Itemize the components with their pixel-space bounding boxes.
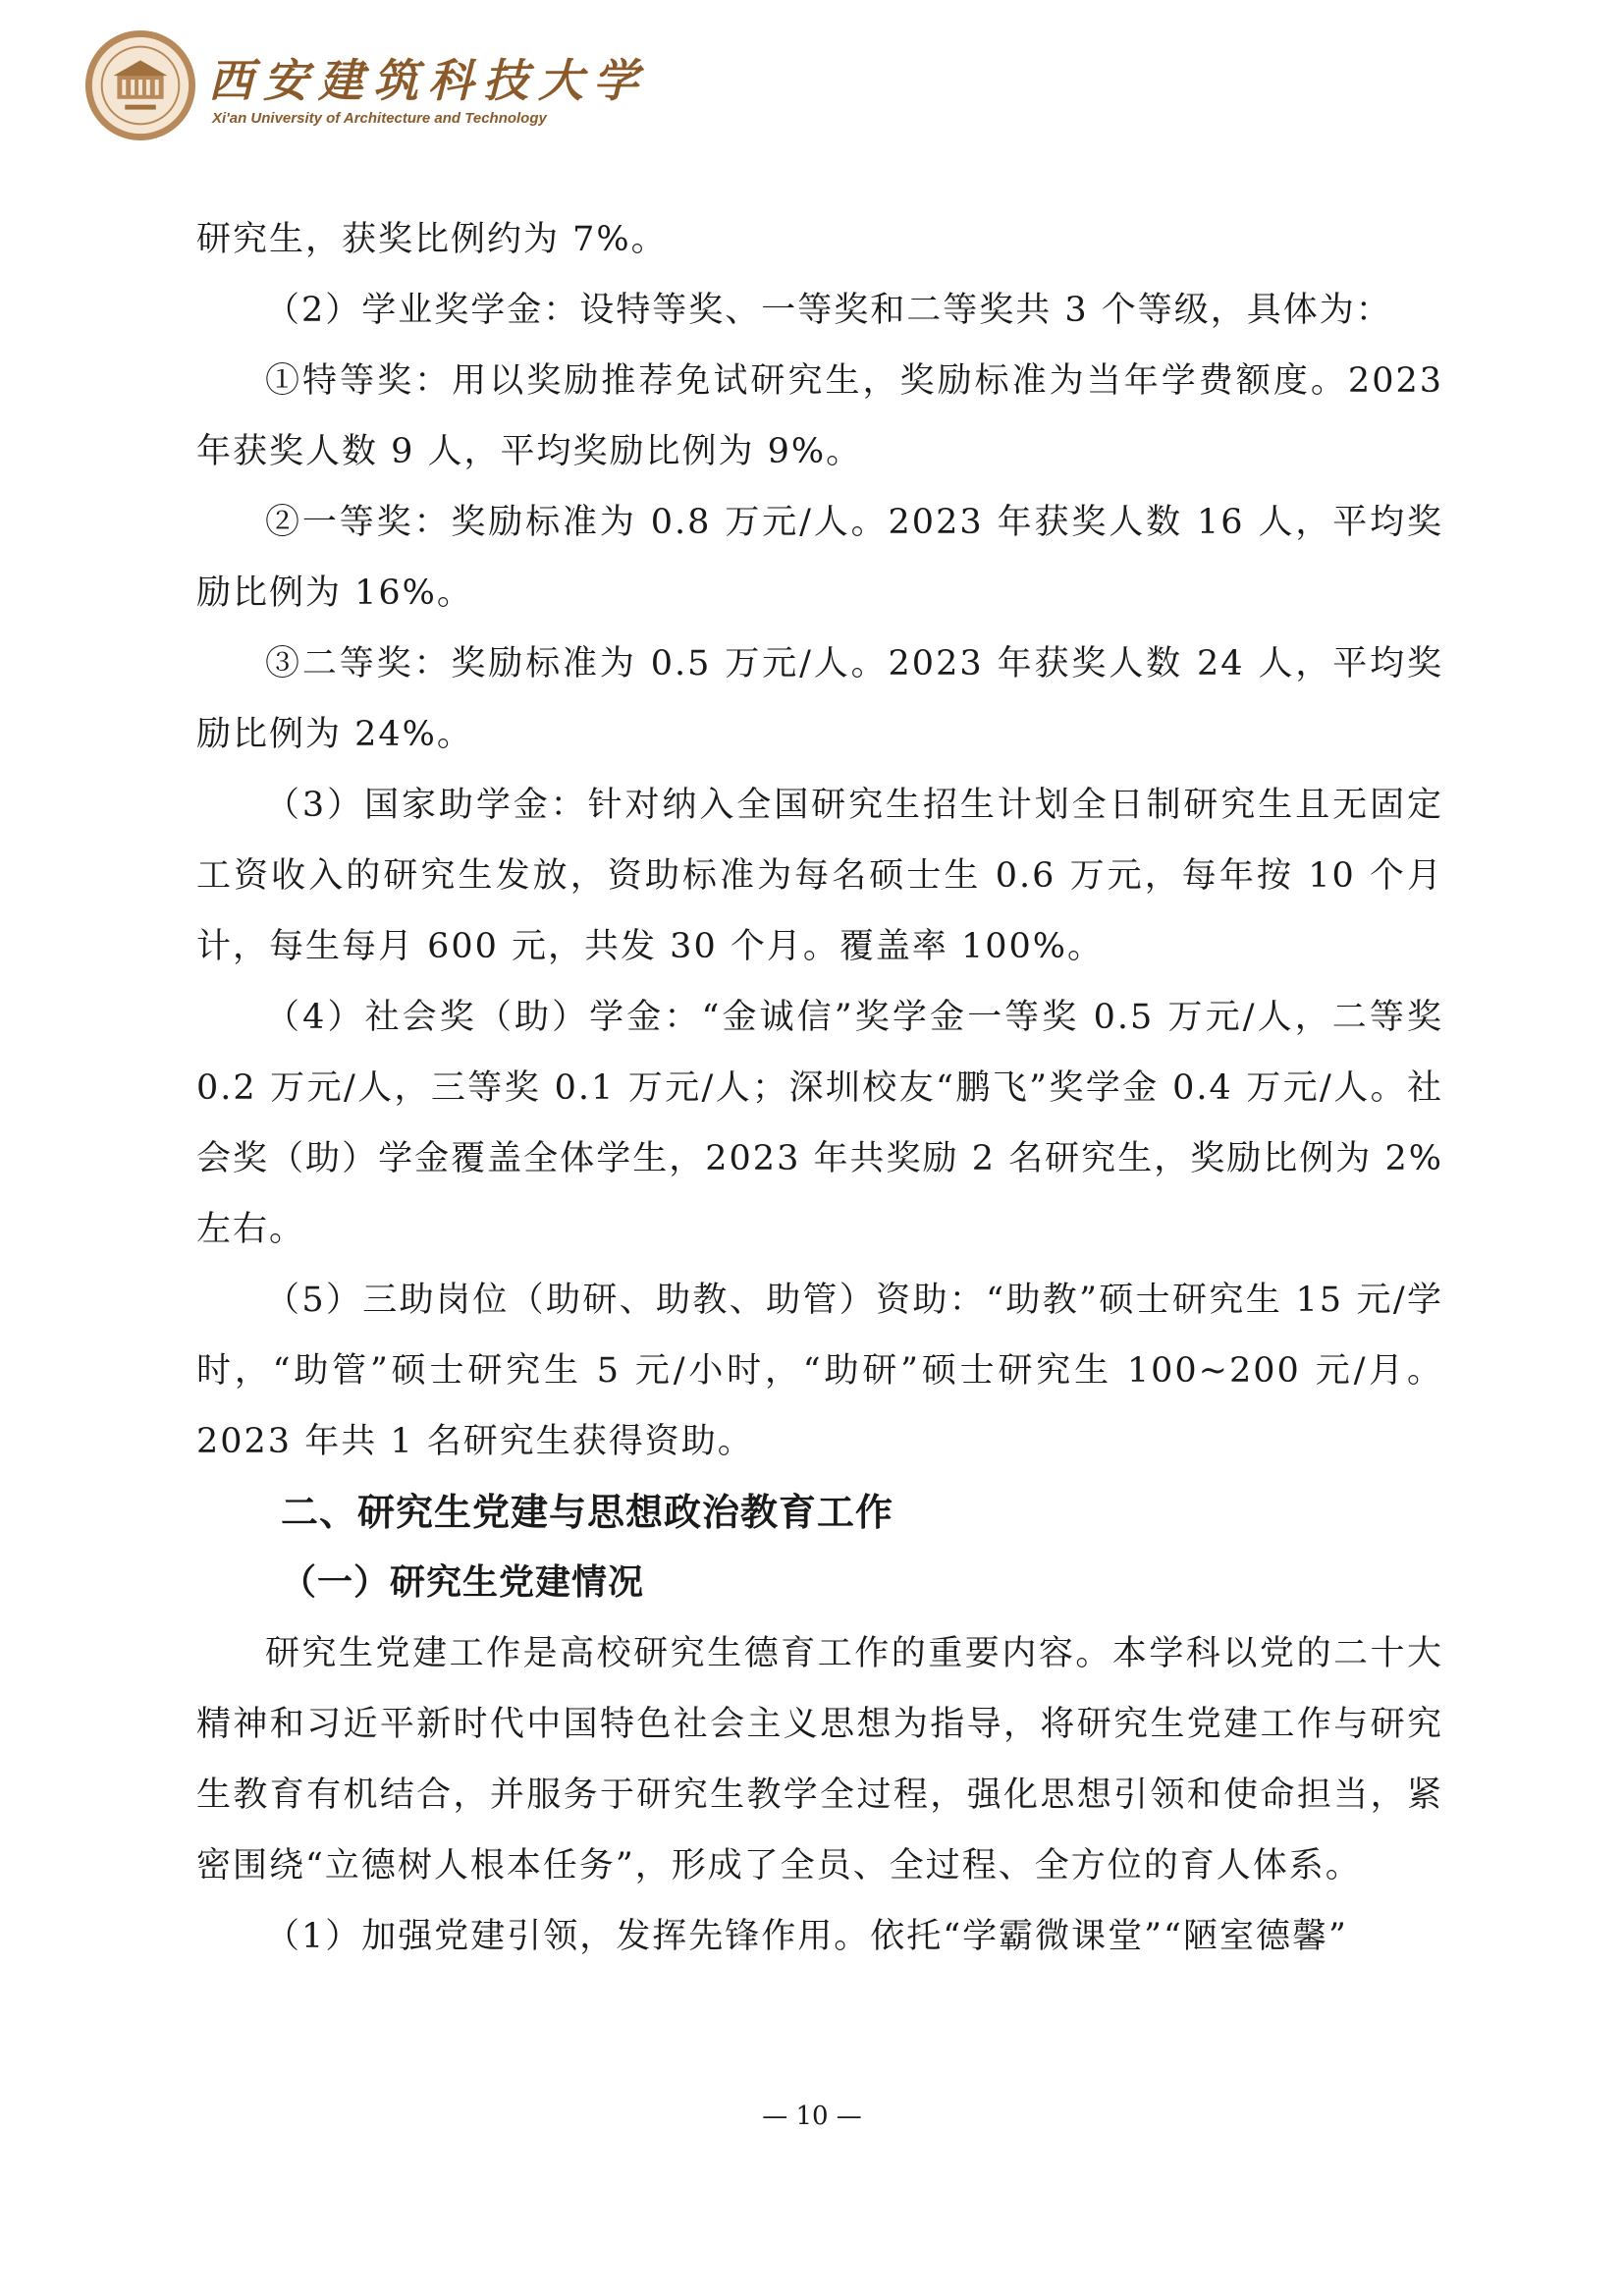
page-header <box>82 27 672 155</box>
university-name-cn: 西安建筑科技大学 <box>208 54 648 107</box>
paragraph: （4）社会奖（助）学金：“金诚信”奖学金一等奖 0.5 万元/人，二等奖 0.2 万元/人，三等奖 0.1 万元/人；深圳校友“鹏飞”奖学金 0.4 万元/人。社会奖（助）学金覆盖全体学生，2023 年共奖励 2 名研究生，奖励比例为 2%左右。 <box>196 998 1443 1249</box>
paragraph: ②一等奖：奖励标准为 0.8 万元/人。2023 年获奖人数 16 人，平均奖励比例为 16%。 <box>196 503 1443 613</box>
paragraph: ①特等奖：用以奖励推荐免试研究生，奖励标准为当年学费额度。2023 年获奖人数 9 人，平均奖励比例为 9%。 <box>196 361 1443 471</box>
paragraph: ③二等奖：奖励标准为 0.5 万元/人。2023 年获奖人数 24 人，平均奖励比例为 24%。 <box>196 644 1443 754</box>
paragraph: 研究生党建工作是高校研究生德育工作的重要内容。本学科以党的二十大精神和习近平新时代中国特色社会主义思想为指导，将研究生党建工作与研究生教育有机结合，并服务于研究生教学全过程，强化思想引领和使命担当，紧密围绕“立德树人根本任务”，形成了全员、全过程、全方位的育人体系。 <box>196 1634 1443 1885</box>
document-body <box>196 204 1443 1972</box>
university-logo-icon <box>82 27 198 143</box>
section-title: 二、研究生党建与思想政治教育工作 <box>281 1491 894 1534</box>
paragraph: （2）学业奖学金：设特等奖、一等奖和二等奖共 3 个等级，具体为： <box>265 291 1392 330</box>
subsection-title: （一）研究生党建情况 <box>281 1562 645 1603</box>
university-name-en: Xi'an University of Architecture and Technology <box>212 110 547 127</box>
paragraph: 研究生，获奖比例约为 7%。 <box>196 220 668 259</box>
paragraph: （5）三助岗位（助研、助教、助管）资助：“助教”硕士研究生 15 元/学时，“助管”硕士研究生 5 元/小时，“助研”硕士研究生 100~200 元/月。2023 年共 1 名研究生获得资助。 <box>196 1281 1443 1461</box>
paragraph: （1）加强党建引领，发挥先锋作用。依托“学霸微课堂”“陋室德馨” <box>265 1917 1348 1956</box>
paragraph: （3）国家助学金：针对纳入全国研究生招生计划全日制研究生且无固定工资收入的研究生发放，资助标准为每名硕士生 0.6 万元，每年按 10 个月计，每生每月 600 元，共发 30 个月。覆盖率 100%。 <box>196 786 1443 966</box>
page-number: — 10 — <box>762 2102 862 2131</box>
